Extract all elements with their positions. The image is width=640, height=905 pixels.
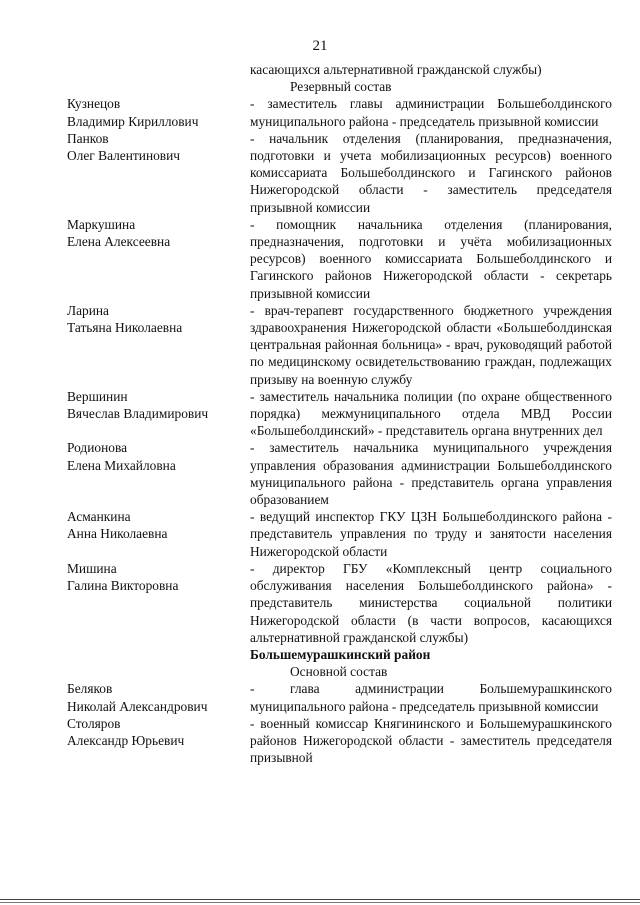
member-name: Мишина Галина Викторовна [67, 560, 179, 594]
member-name: Асманкина Анна Николаевна [67, 509, 168, 542]
member-entry [67, 680, 617, 714]
member-name: Столяров Александр Юрьевич [67, 715, 185, 748]
page-number: 21 [312, 38, 328, 54]
member-entry [67, 439, 617, 508]
scan-edge-line [0, 902, 640, 903]
member-name: Маркушина Елена Алексеевна [67, 216, 171, 250]
member-duty: - глава администрации Большемурашкинского муниципального района - председатель призывной комиссии [250, 681, 612, 714]
reserve-subheading: Резервный состав [290, 79, 392, 95]
member-entry [67, 715, 617, 767]
member-name: Кузнецов Владимир Кириллович [67, 96, 199, 129]
member-entry [67, 130, 617, 216]
continuation-line: касающихся альтернативной гражданской службы) [250, 62, 542, 77]
district-heading: Большемурашкинский район [250, 646, 431, 662]
member-name: Вершинин Вячеслав Владимирович [67, 388, 209, 422]
member-name: Ларина Татьяна Николаевна [67, 302, 183, 336]
commission-list [67, 61, 617, 766]
member-duty: - врач-терапевт государственного бюджетного учреждения здравоохранения Нижегородской области «Большеболдинская центральная районная больница» - врач, руководящий работой по медицинскому освидетельствованию граждан, подлежащих призыву на военную службу [250, 302, 612, 387]
scan-edge-line [0, 899, 640, 900]
member-duty: - заместитель главы администрации Большеболдинского муниципального района - председатель призывной комиссии [250, 96, 612, 129]
member-entry [67, 95, 617, 129]
member-entry [67, 388, 617, 440]
member-duty: - начальник отделения (планирования, предназначения, подготовки и учета мобилизационных ресурсов) военного комиссариата Большеболдинского и Гагинского районов Нижегородской области - заместитель председателя призывной комиссии [250, 130, 612, 215]
main-subheading: Основной состав [290, 664, 388, 680]
member-duty: - военный комиссар Княгининского и Большемурашкинского районов Нижегородской области - заместитель председателя призывной [250, 715, 612, 766]
member-duty: - помощник начальника отделения (планирования, предназначения, подготовки и учёта мобилизационных ресурсов) военного комиссариата Большеболдинского и Гагинского районов Нижегородской области - секретарь призывной комиссии [250, 216, 612, 301]
member-duty: - директор ГБУ «Комплексный центр социального обслуживания населения Большеболдинского района» - представитель министерства социальной политики Нижегородской области (в части вопросов, касающихся альтернативной гражданской службы) [250, 560, 612, 645]
member-name: Беляков Николай Александрович [67, 681, 208, 714]
member-entry [67, 560, 617, 646]
member-entry [67, 302, 617, 388]
member-name: Родионова Елена Михайловна [67, 440, 176, 473]
member-name: Панков Олег Валентинович [67, 130, 181, 164]
member-entry [67, 216, 617, 302]
member-duty: - заместитель начальника полиции (по охране общественного порядка) межмуниципального отдела МВД России «Большеболдинский» - представитель органа внутренних дел [250, 388, 612, 439]
member-duty: - ведущий инспектор ГКУ ЦЗН Большеболдинского района - представитель управления по труду и занятости населения Нижегородской области [250, 509, 612, 559]
member-entry [67, 508, 617, 560]
member-duty: - заместитель начальника муниципального учреждения управления образования администрации Большеболдинского муниципального района - представитель органа управления образованием [250, 440, 612, 508]
